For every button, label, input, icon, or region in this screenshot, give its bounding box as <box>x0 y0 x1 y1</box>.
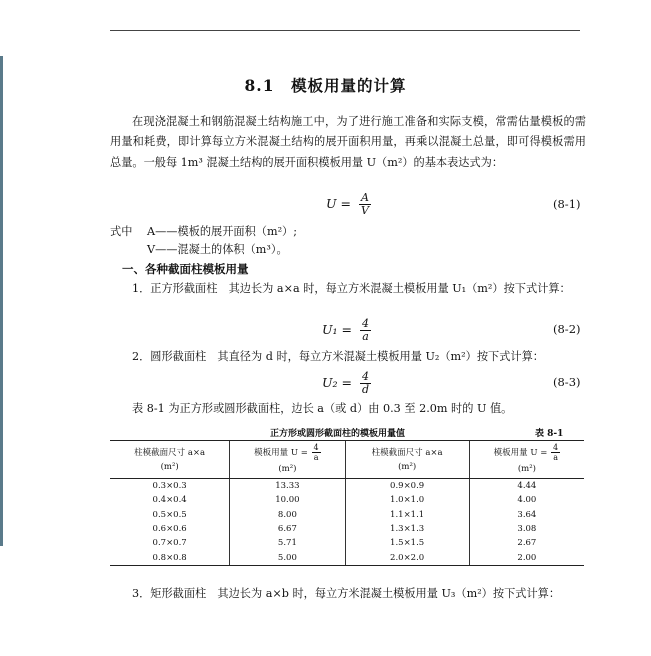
equation-lhs: U₁ = <box>322 322 352 337</box>
table-cell: 0.3×0.3 <box>152 481 187 492</box>
where-line-v: V——混凝土的体积（m³）。 <box>147 243 288 256</box>
where-prefix: 式中 <box>110 225 133 238</box>
header-size <box>110 441 230 479</box>
equation-fraction <box>360 318 371 343</box>
header-usage-unit: (m²) <box>517 464 536 474</box>
table-cell: 5.71 <box>230 536 345 550</box>
header-size-unit: (m²) <box>398 461 417 472</box>
fraction-numerator: 4 <box>553 443 559 452</box>
equation-8-1 <box>326 192 371 217</box>
equation-number: (8-1) <box>553 197 581 211</box>
table-cell: 0.9×0.9 <box>345 479 469 494</box>
data-table <box>110 440 584 566</box>
table-cell: 0.5×0.5 <box>152 509 187 520</box>
table-row <box>110 493 584 507</box>
equation-lhs: U₂ = <box>322 375 352 390</box>
table-cell: 0.8×0.8 <box>110 550 230 565</box>
fraction-numerator: 4 <box>313 443 319 452</box>
table-cell: 3.08 <box>469 522 584 536</box>
header-size <box>345 441 469 479</box>
fraction-denominator: a <box>362 330 369 343</box>
table-cell: 1.3×1.3 <box>345 522 469 536</box>
page-left-edge <box>0 56 3 546</box>
table-row <box>110 522 584 536</box>
header-rule <box>110 30 580 31</box>
table-row <box>110 508 584 522</box>
intro-paragraph: 在现浇混凝土和钢筋混凝土结构施工中，为了进行施工准备和实际支模，常需估量模板的需用量和耗费，即计算每立方米混凝土结构的展开面积用量，再乘以混凝土总量，即可得模板需用总量。一般每 1m³ 混凝土结构的展开面积模板用量 U（m²）的基本表达式为： <box>110 115 586 169</box>
fraction-numerator: 4 <box>361 370 369 383</box>
table-cell: 1.5×1.5 <box>345 536 469 550</box>
header-size-label: 柱模截面尺寸 a×a <box>371 447 443 458</box>
header-size-unit: (m²) <box>160 461 179 472</box>
header-usage-label: 模板用量 U = <box>254 448 308 458</box>
table-cell: 1.0×1.0 <box>345 493 469 507</box>
header-usage <box>230 441 345 479</box>
table-cell: 0.6×0.6 <box>152 524 187 535</box>
equation-8-2 <box>322 318 371 343</box>
equation-number: (8-2) <box>553 322 581 336</box>
header-usage-formula <box>470 443 584 462</box>
item-2-text: 2．圆形截面柱 其直径为 d 时，每立方米混凝土模板用量 U₂（m²）按下式计算： <box>132 350 544 363</box>
header-usage-unit: (m²) <box>278 464 297 474</box>
fraction-denominator: d <box>361 383 369 396</box>
table-cell: 2.0×2.0 <box>345 550 469 565</box>
table-cell: 2.00 <box>469 550 584 565</box>
table-cell: 4.44 <box>469 479 584 494</box>
header-fraction <box>551 443 560 462</box>
equation-fraction <box>360 371 371 396</box>
item-3-text: 3．矩形截面柱 其边长为 a×b 时，每立方米混凝土模板用量 U₃（m²）按下式计算： <box>132 587 561 600</box>
fraction-numerator: 4 <box>361 317 369 330</box>
header-usage-formula <box>230 443 344 462</box>
equation-lhs: U = <box>326 196 351 211</box>
table-caption: 正方形或圆形截面柱的模板用量值 <box>270 429 406 439</box>
where-line-a: A——模板的展开面积（m²）; <box>147 225 298 238</box>
table-cell: 6.67 <box>230 522 345 536</box>
equation-fraction <box>359 192 371 217</box>
subsection-heading: 一、各种截面柱模板用量 <box>122 262 249 276</box>
table-cell: 13.33 <box>230 479 345 494</box>
table-cell: 2.67 <box>469 536 584 550</box>
table-cell: 1.1×1.1 <box>345 508 469 522</box>
table-cell: 3.64 <box>469 508 584 522</box>
equation-8-3 <box>322 371 371 396</box>
header-size-label: 柱模截面尺寸 a×a <box>134 447 206 458</box>
header-fraction <box>312 443 321 462</box>
table-row <box>110 536 584 550</box>
table-label: 表 8-1 <box>535 429 564 439</box>
fraction-denominator: a <box>553 453 558 462</box>
item-1-text: 1．正方形截面柱 其边长为 a×a 时，每立方米混凝土模板用量 U₁（m²）按下式计算： <box>132 282 571 295</box>
section-title: 8.1 模板用量的计算 <box>244 76 407 95</box>
header-usage <box>469 441 584 479</box>
table-header-row <box>110 441 584 479</box>
table-cell: 10.00 <box>230 493 345 507</box>
table-row <box>110 479 584 494</box>
header-usage-label: 模板用量 U = <box>493 448 548 458</box>
table-cell: 0.7×0.7 <box>152 538 187 549</box>
fraction-denominator: V <box>360 204 369 217</box>
fraction-denominator: a <box>313 453 319 462</box>
table-row <box>110 550 584 565</box>
table-cell: 5.00 <box>230 550 345 565</box>
table-cell: 4.00 <box>469 493 584 507</box>
equation-number: (8-3) <box>553 375 581 389</box>
table-cell: 8.00 <box>230 508 345 522</box>
table-cell: 0.4×0.4 <box>152 495 187 506</box>
fraction-numerator: A <box>360 191 369 204</box>
table-intro: 表 8-1 为正方形或圆形截面柱，边长 a（或 d）由 0.3 至 2.0m 时的 U 值。 <box>132 402 513 415</box>
